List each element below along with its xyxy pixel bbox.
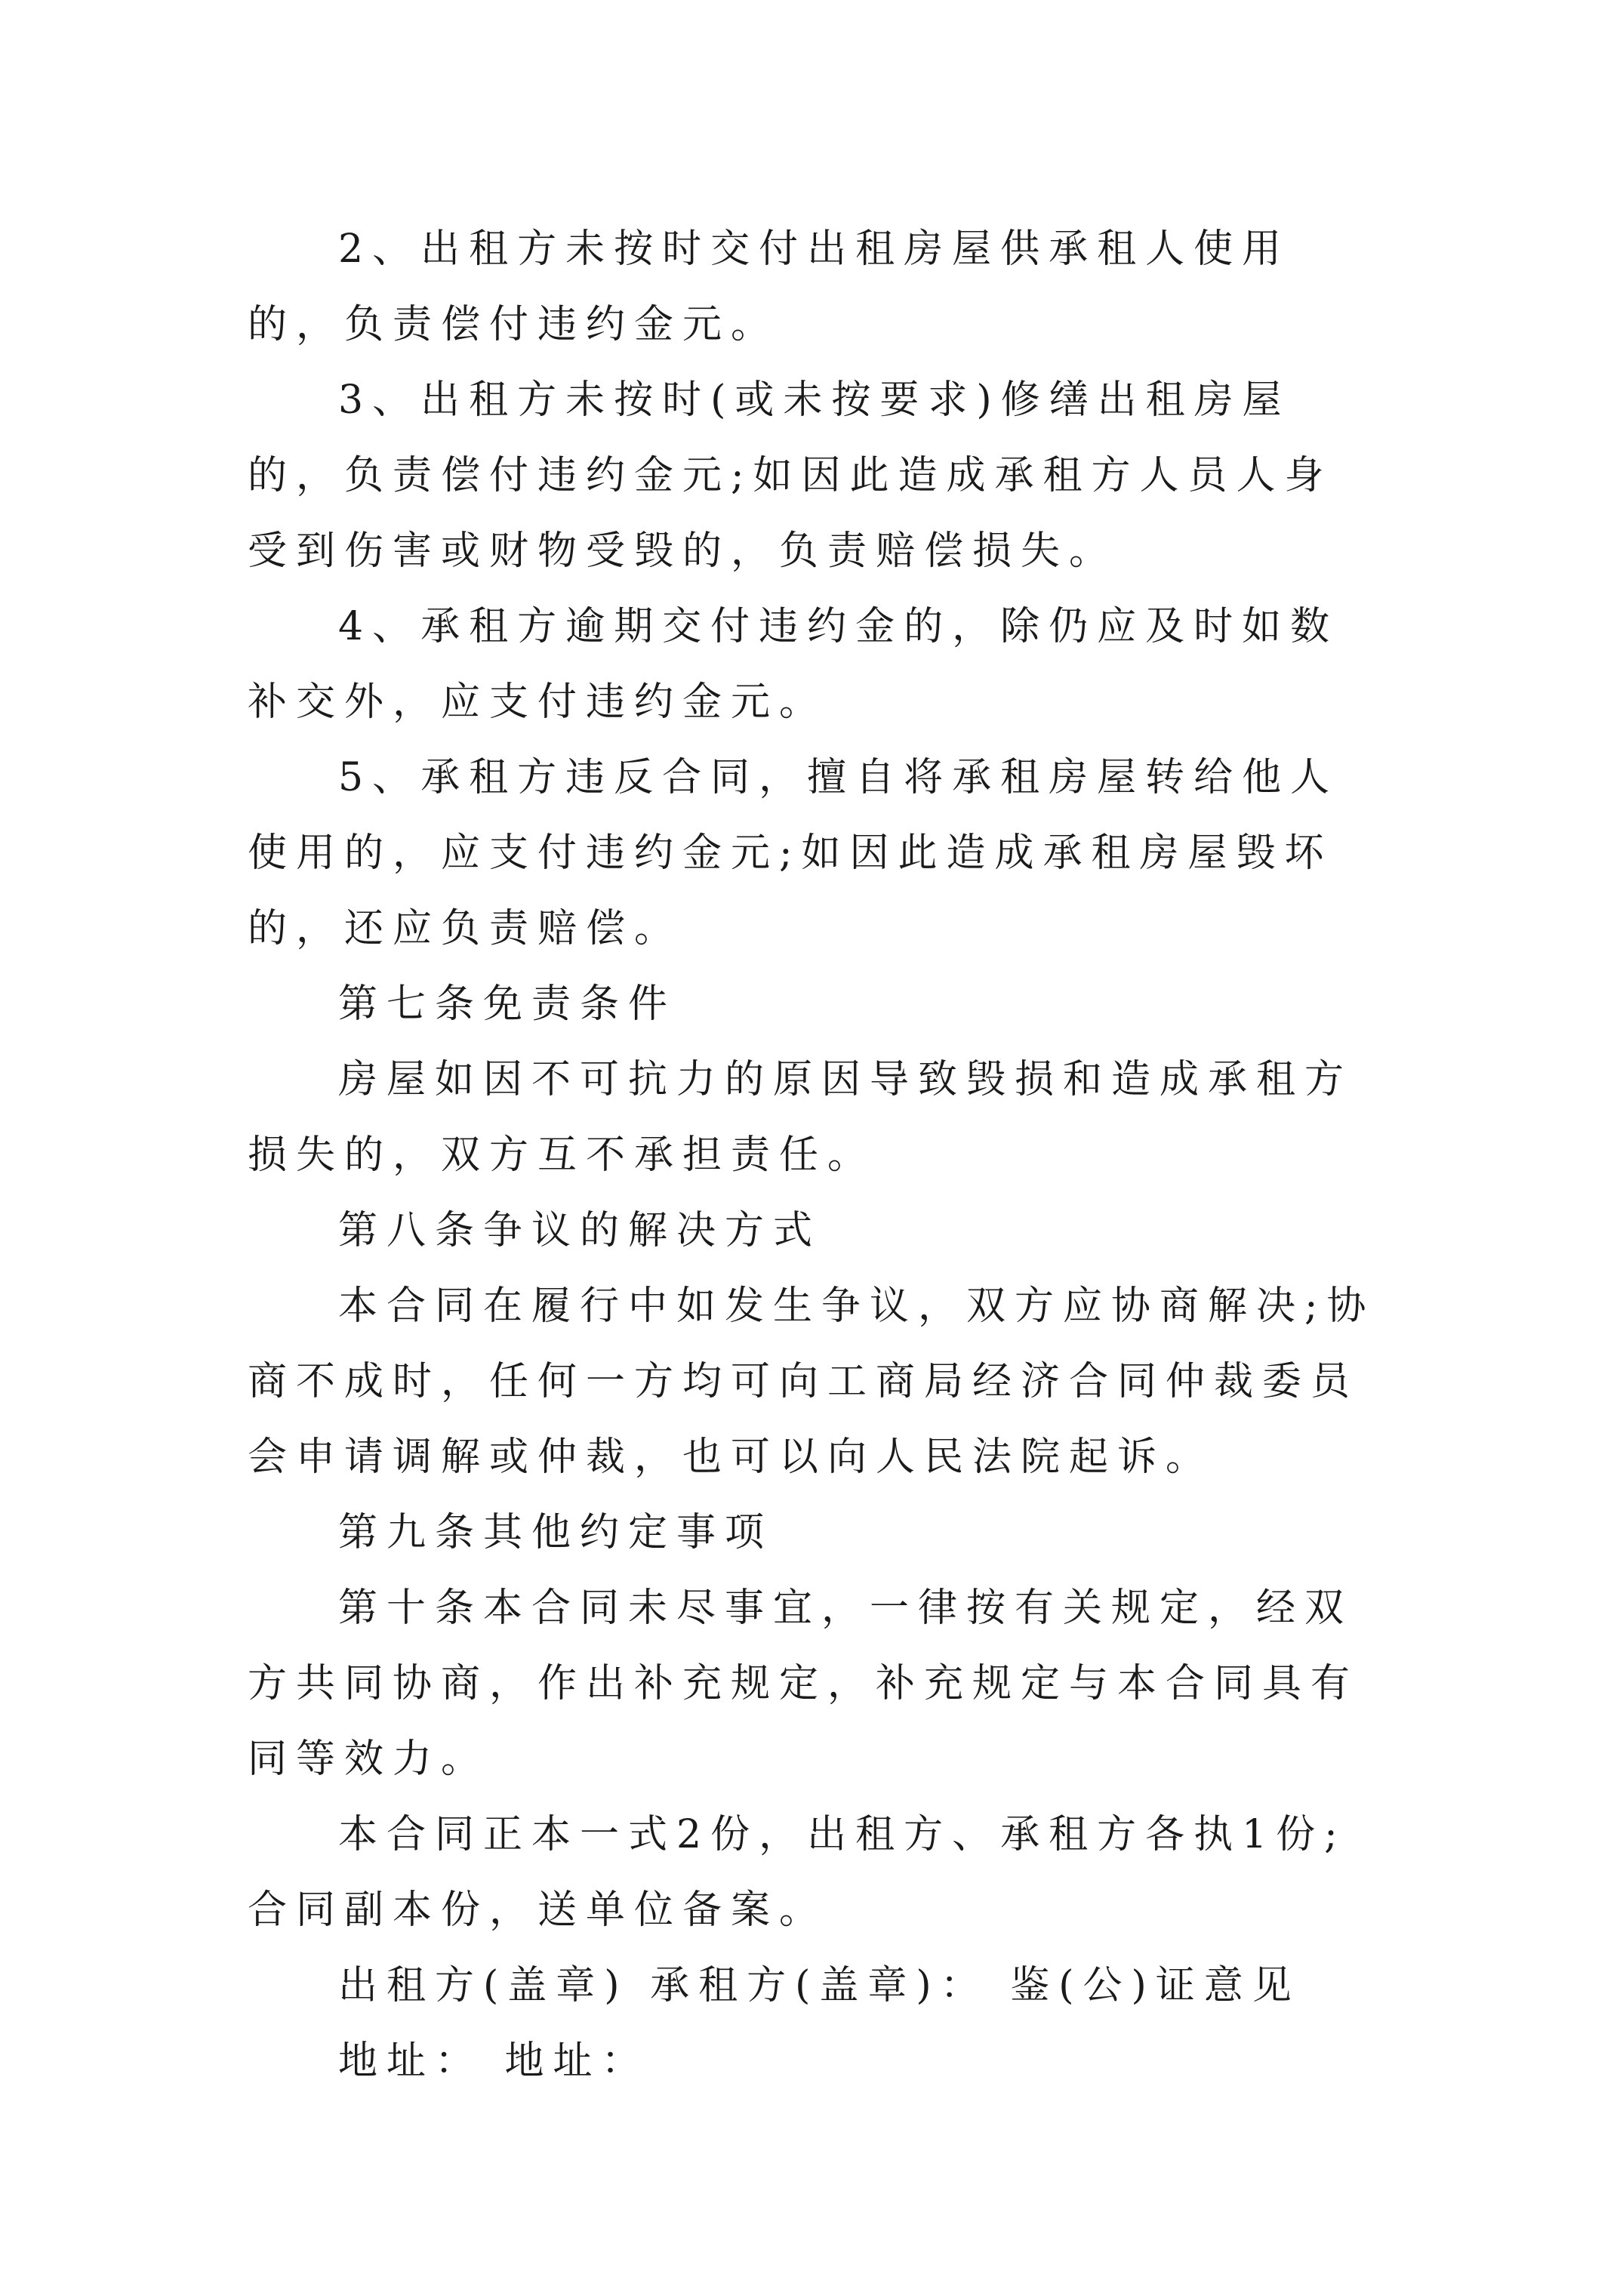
copies-paragraph: 本合同正本一式2份，出租方、承租方各执1份;合同副本份，送单位备案。 — [248, 1812, 1347, 1933]
article-9-heading: 第九条其他约定事项 — [338, 1510, 774, 1555]
article-7-body: 房屋如因不可抗力的原因导致毁损和造成承租方损失的，双方互不承担责任。 — [248, 1057, 1354, 1178]
article-10-body: 第十条本合同未尽事宜，一律按有关规定，经双方共同协商，作出补充规定，补充规定与本合同具有同等效力。 — [248, 1586, 1360, 1782]
article-8-heading: 第八条争议的解决方式 — [338, 1208, 822, 1253]
clause-5-paragraph: 5、承租方违反合同，擅自将承租房屋转给他人使用的，应支付违约金元;如因此造成承租房屋毁坏的，还应负责赔偿。 — [248, 755, 1339, 951]
clause-3-paragraph: 3、出租方未按时(或未按要求)修缮出租房屋的，负责偿付违约金元;如因此造成承租方人员人身受到伤害或财物受毁的，负责赔偿损失。 — [248, 378, 1333, 574]
address-line: 地址： 地址： — [338, 2039, 650, 2084]
clause-2-paragraph: 2、出租方未按时交付出租房屋供承租人使用的，负责偿付违约金元。 — [248, 227, 1291, 347]
clause-4-paragraph: 4、承租方逾期交付违约金的，除仍应及时如数补交外，应支付违约金元。 — [248, 604, 1339, 725]
signature-line: 出租方(盖章) 承租方(盖章)： 鉴(公)证意见 — [338, 1963, 1301, 2008]
document-body — [248, 211, 1380, 2099]
article-7-heading: 第七条免责条件 — [338, 982, 677, 1027]
article-8-body: 本合同在履行中如发生争议，双方应协商解决;协商不成时，任何一方均可向工商局经济合同仲裁委员会申请调解或仲裁，也可以向人民法院起诉。 — [248, 1284, 1375, 1480]
